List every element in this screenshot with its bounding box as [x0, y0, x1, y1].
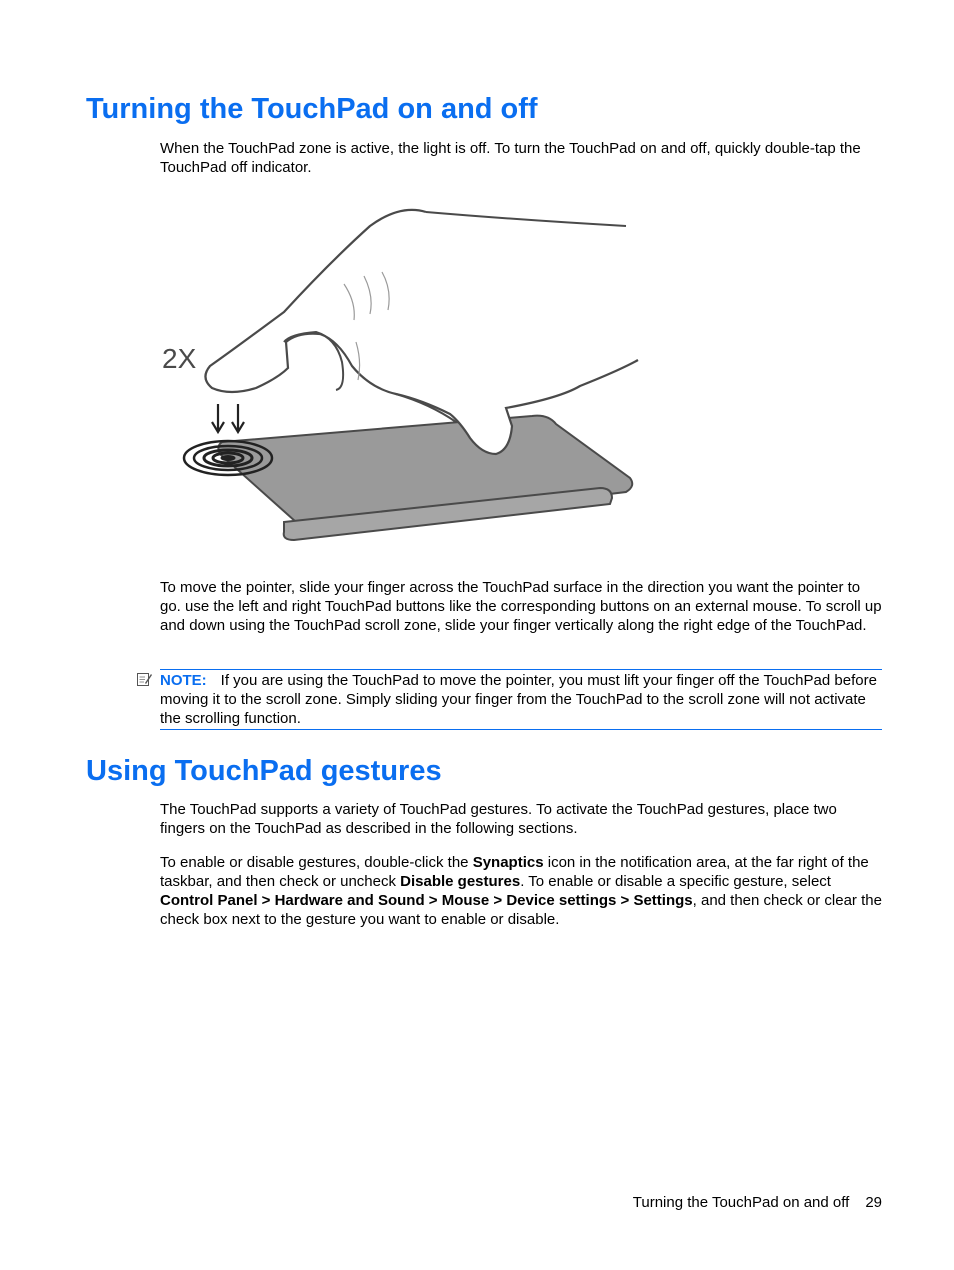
page-number: 29 [865, 1194, 882, 1211]
hand-outline [205, 210, 638, 454]
gestures-enable-paragraph [160, 853, 882, 929]
section-title-gestures: Using TouchPad gestures [86, 755, 442, 787]
gestures-intro-paragraph: The TouchPad supports a variety of TouchPad gestures. To activate the TouchPad gestures, place two fingers on the TouchPad as described in the following sections. [160, 801, 837, 837]
pointer-paragraph: To move the pointer, slide your finger across the TouchPad surface in the direction you want the pointer to go. use the left and right TouchPad buttons like the corresponding buttons on an external mouse. To scroll up and down using the TouchPad scroll zone, slide your finger vertically along the right edge of the TouchPad. [160, 579, 882, 634]
settings-path: Control Panel > Hardware and Sound > Mouse > Device settings > Settings [160, 892, 693, 909]
touchpad-double-tap-illustration [160, 192, 640, 556]
synaptics-term: Synaptics [472, 854, 544, 871]
note-text: If you are using the TouchPad to move the pointer, you must lift your finger off the TouchPad before moving it to the scroll zone. Simply sliding your finger from the TouchPad to the scroll zone will not activate the scrolling function. [160, 672, 877, 727]
note-box [160, 669, 882, 730]
text-run: . To enable or disable a specific gesture, select [520, 873, 831, 890]
running-title: Turning the TouchPad on and off [632, 1194, 850, 1211]
note-icon [136, 671, 152, 687]
hand-wrist-line [426, 212, 626, 226]
section-title-turning-touchpad: Turning the TouchPad on and off [86, 93, 538, 125]
down-arrows-icon [212, 404, 244, 432]
intro-paragraph: When the TouchPad zone is active, the light is off. To turn the TouchPad on and off, quickly double-tap the TouchPad off indicator. [160, 140, 861, 176]
touchpad-illustration-svg [160, 192, 640, 556]
page-footer [633, 1193, 882, 1212]
text-run: , and then check or clear the check box next to the gesture you want to enable or disable. [160, 892, 882, 928]
disable-gestures-term: Disable gestures [400, 873, 521, 890]
note-label: NOTE: [160, 672, 207, 689]
text-run: icon in the notification area, at the far right of the taskbar, and then check or uncheck [160, 854, 869, 890]
double-tap-label: 2X [162, 343, 197, 374]
text-run: To enable or disable gestures, double-click the [160, 854, 473, 871]
